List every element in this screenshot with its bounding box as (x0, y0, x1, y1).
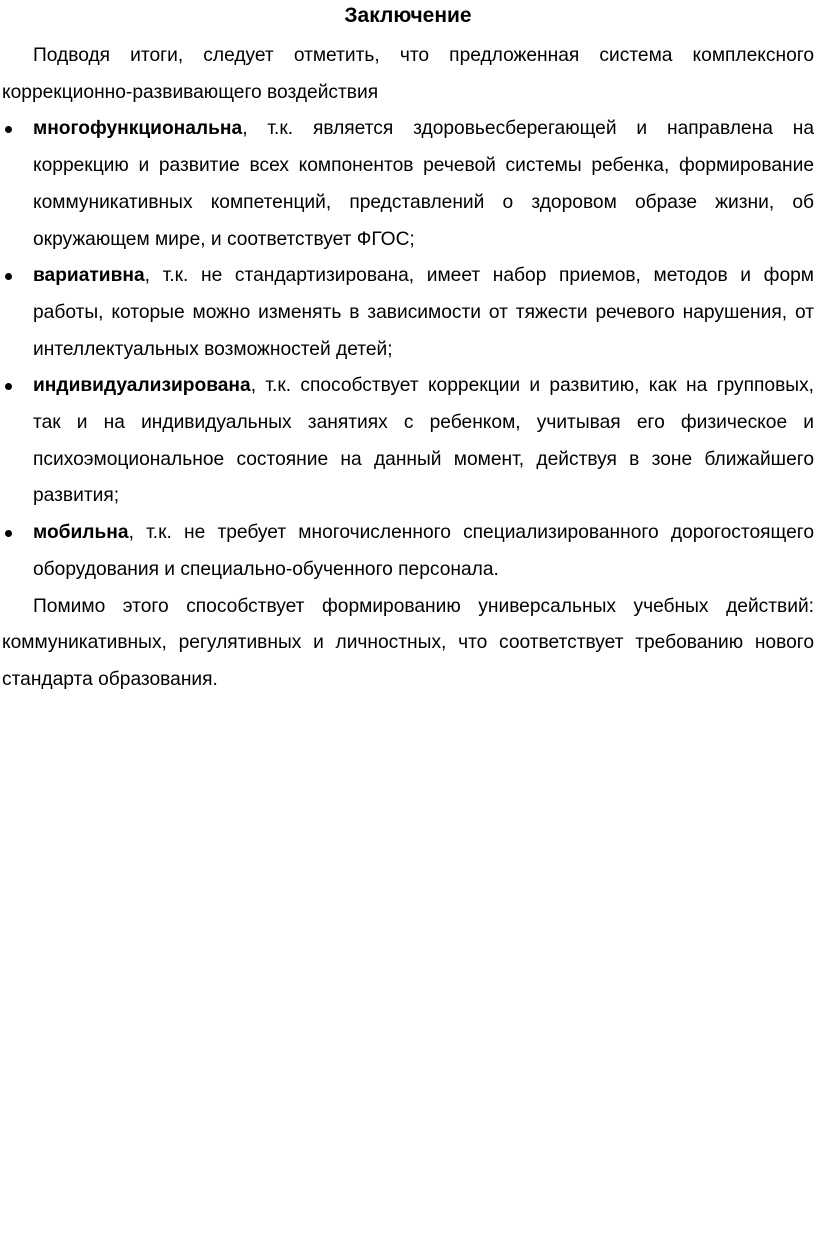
bullet-term: мобильна (33, 522, 129, 544)
bullet-paragraph (33, 515, 814, 588)
bullet-icon (5, 530, 12, 537)
document-title: Заключение (344, 4, 472, 27)
bullet-text: , т.к. является здоровьесберегающей и направлена на коррекцию и развитие всех компонентов речевой системы ребенка, формирование коммуникативных компетенций, представлений о здоровом образе жизни, об окружающем мире, и соответствует ФГОС; (33, 118, 814, 250)
intro-paragraph: Подводя итоги, следует отметить, что предложенная система комплексного коррекционно-развивающего воздействия (2, 45, 814, 103)
bullet-term: многофункциональна (33, 118, 243, 140)
bullet-item (2, 515, 814, 588)
bullet-paragraph (33, 111, 814, 258)
bullet-item (2, 111, 814, 258)
bullet-item (2, 258, 814, 368)
conclusion-paragraph: Помимо этого способствует формированию универсальных учебных действий: коммуникативных, регулятивных и личностных, что соответствует требованию нового стандарта образования. (2, 595, 814, 690)
bullet-paragraph (33, 368, 814, 515)
bullet-term: индивидуализирована (33, 375, 251, 397)
bullet-paragraph (33, 258, 814, 368)
bullet-item (2, 368, 814, 515)
bullet-icon (5, 273, 12, 280)
bullet-icon (5, 383, 12, 390)
bullet-text: , т.к. способствует коррекции и развитию, как на групповых, так и на индивидуальных занятиях с ребенком, учитывая его физическое и психоэмоциональное состояние на данный момент, действуя в зоне ближайшего развития; (33, 375, 814, 507)
bullet-icon (5, 126, 12, 133)
bullet-term: вариативна (33, 265, 145, 287)
bullet-text: , т.к. не требует многочисленного специализированного дорогостоящего оборудования и специально-обученного персонала. (33, 522, 814, 580)
bullet-text: , т.к. не стандартизирована, имеет набор приемов, методов и форм работы, которые можно изменять в зависимости от тяжести речевого нарушения, от интеллектуальных возможностей детей; (33, 265, 814, 360)
bullet-list (2, 111, 814, 588)
